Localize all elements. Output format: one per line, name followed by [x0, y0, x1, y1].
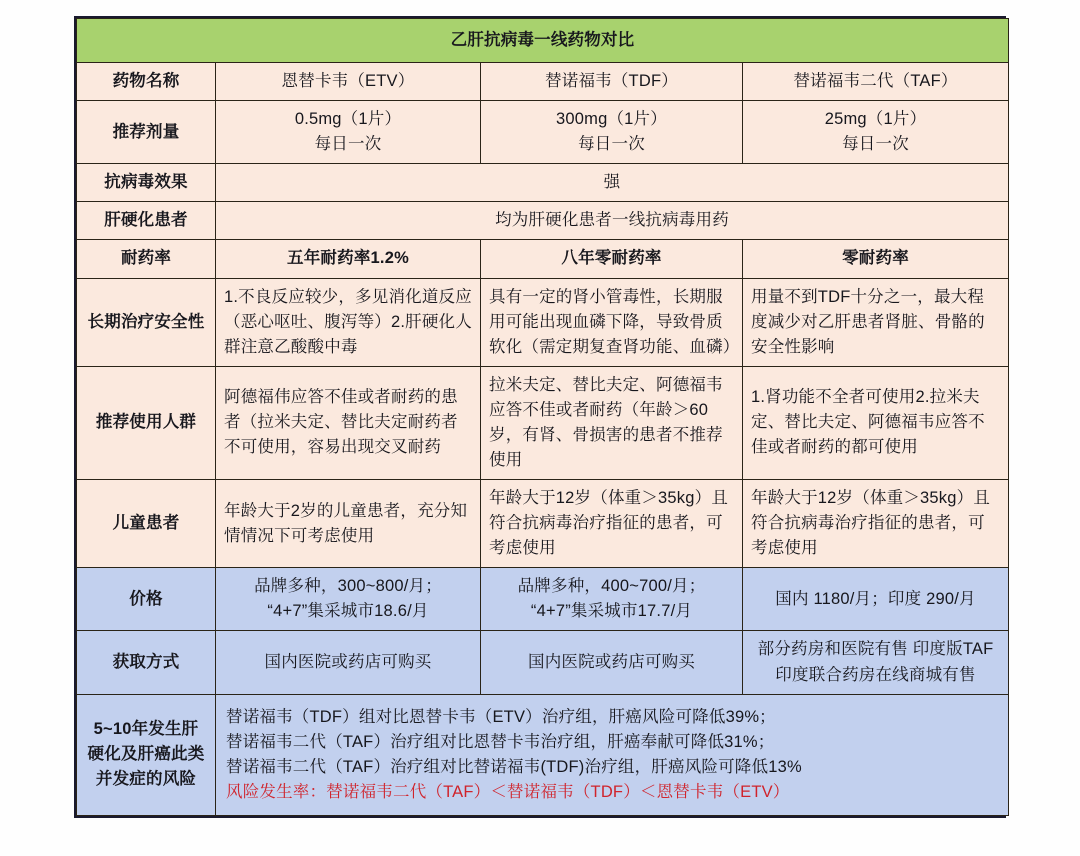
cell-resistance-taf: 零耐药率 [743, 240, 1009, 278]
column-header-etv: 恩替卡韦（ETV） [216, 63, 481, 101]
table-row [77, 19, 1009, 63]
cell-line: “4+7”集采城市17.7/月 [530, 602, 693, 621]
column-header-label: 药物名称 [77, 63, 216, 101]
table-row [77, 240, 1009, 278]
cell-line: 每日一次 [314, 135, 382, 154]
cell-line: 25mg（1片） [824, 110, 927, 129]
cell-line: 300mg（1片） [556, 110, 667, 129]
cell-safety-tdf: 具有一定的肾小管毒性，长期服用可能出现血磷下降，导致骨质软化（需定期复查肾功能、血磷） [481, 278, 743, 366]
table-row [77, 480, 1009, 568]
row-label-dosage: 推荐剂量 [77, 101, 216, 164]
cell-availability-etv: 国内医院或药店可购买 [216, 631, 481, 694]
risk-line-4: 风险发生率：替诺福韦二代（TAF）＜替诺福韦（TDF）＜恩替卡韦（ETV） [226, 782, 790, 801]
cell-line: 印度联合药房在线商城有售 [775, 665, 976, 684]
cell-complication-risk-body [216, 694, 1009, 815]
table-row [77, 631, 1009, 694]
label-line: 并发症的风险 [95, 770, 197, 789]
cell-line: 品牌多种，300~800/月； [254, 577, 442, 596]
cell-pediatric-taf: 年龄大于12岁（体重＞35kg）且符合抗病毒治疗指征的患者，可考虑使用 [743, 480, 1009, 568]
row-label-pediatric: 儿童患者 [77, 480, 216, 568]
cell-availability-tdf: 国内医院或药店可购买 [481, 631, 743, 694]
table-row [77, 164, 1009, 202]
cell-dosage-tdf [481, 101, 743, 164]
cell-price-tdf [481, 568, 743, 631]
cell-line: 每日一次 [842, 135, 909, 154]
cell-population-taf: 1.肾功能不全者可使用2.拉米夫定、替比夫定、阿德福韦应答不佳或者耐药的都可使用 [743, 366, 1009, 479]
row-label-long-term-safety: 长期治疗安全性 [77, 278, 216, 366]
table-row [77, 694, 1009, 815]
cell-availability-taf [743, 631, 1009, 694]
column-header-taf: 替诺福韦二代（TAF） [743, 63, 1009, 101]
row-label-complication-risk [77, 694, 216, 815]
table-row [77, 101, 1009, 164]
cell-price-etv [216, 568, 481, 631]
table-row [77, 63, 1009, 101]
risk-line-2: 替诺福韦二代（TAF）治疗组对比恩替卡韦治疗组，肝癌奉献可降低31%； [226, 732, 775, 751]
table-title: 乙肝抗病毒一线药物对比 [77, 19, 1009, 63]
cell-population-tdf: 拉米夫定、替比夫定、阿德福韦应答不佳或者耐药（年龄＞60岁，有肾、骨损害的患者不推荐使用 [481, 366, 743, 479]
cell-line: 0.5mg（1片） [294, 110, 402, 129]
column-header-tdf: 替诺福韦（TDF） [481, 63, 743, 101]
cell-line: 每日一次 [578, 135, 645, 154]
risk-line-1: 替诺福韦（TDF）组对比恩替卡韦（ETV）治疗组，肝癌风险可降低39%； [226, 707, 776, 726]
table-row [77, 568, 1009, 631]
row-label-antiviral-effect: 抗病毒效果 [77, 164, 216, 202]
risk-line-3: 替诺福韦二代（TAF）治疗组对比替诺福韦(TDF)治疗组，肝癌风险可降低13% [226, 757, 802, 776]
comparison-table-container [74, 16, 1006, 818]
cell-pediatric-tdf: 年龄大于12岁（体重＞35kg）且符合抗病毒治疗指征的患者，可考虑使用 [481, 480, 743, 568]
cell-cirrhosis-merged: 均为肝硬化患者一线抗病毒用药 [216, 202, 1009, 240]
cell-population-etv: 阿德福伟应答不佳或者耐药的患者（拉米夫定、替比夫定耐药者不可使用，容易出现交叉耐药 [216, 366, 481, 479]
cell-pediatric-etv: 年龄大于2岁的儿童患者，充分知情情况下可考虑使用 [216, 480, 481, 568]
cell-line: 部分药房和医院有售 印度版TAF [757, 640, 994, 659]
label-line: 5~10年发生肝 [93, 720, 199, 739]
cell-dosage-taf [743, 101, 1009, 164]
table-row [77, 202, 1009, 240]
row-label-resistance-rate: 耐药率 [77, 240, 216, 278]
table-row [77, 278, 1009, 366]
table-row [77, 366, 1009, 479]
comparison-table [76, 18, 1009, 816]
label-line: 硬化及肝癌此类 [87, 745, 205, 764]
cell-resistance-etv: 五年耐药率1.2% [216, 240, 481, 278]
cell-safety-taf: 用量不到TDF十分之一，最大程度减少对乙肝患者肾脏、骨骼的安全性影响 [743, 278, 1009, 366]
cell-safety-etv: 1.不良反应较少，多见消化道反应（恶心呕吐、腹泻等）2.肝硬化人群注意乙酸酸中毒 [216, 278, 481, 366]
row-label-price: 价格 [77, 568, 216, 631]
row-label-cirrhosis-patients: 肝硬化患者 [77, 202, 216, 240]
cell-dosage-etv [216, 101, 481, 164]
cell-price-taf: 国内 1180/月；印度 290/月 [743, 568, 1009, 631]
cell-line: 品牌多种，400~700/月； [517, 577, 706, 596]
row-label-availability: 获取方式 [77, 631, 216, 694]
cell-antiviral-effect-merged: 强 [216, 164, 1009, 202]
row-label-recommended-population: 推荐使用人群 [77, 366, 216, 479]
cell-resistance-tdf: 八年零耐药率 [481, 240, 743, 278]
cell-line: “4+7”集采城市18.6/月 [267, 602, 429, 621]
